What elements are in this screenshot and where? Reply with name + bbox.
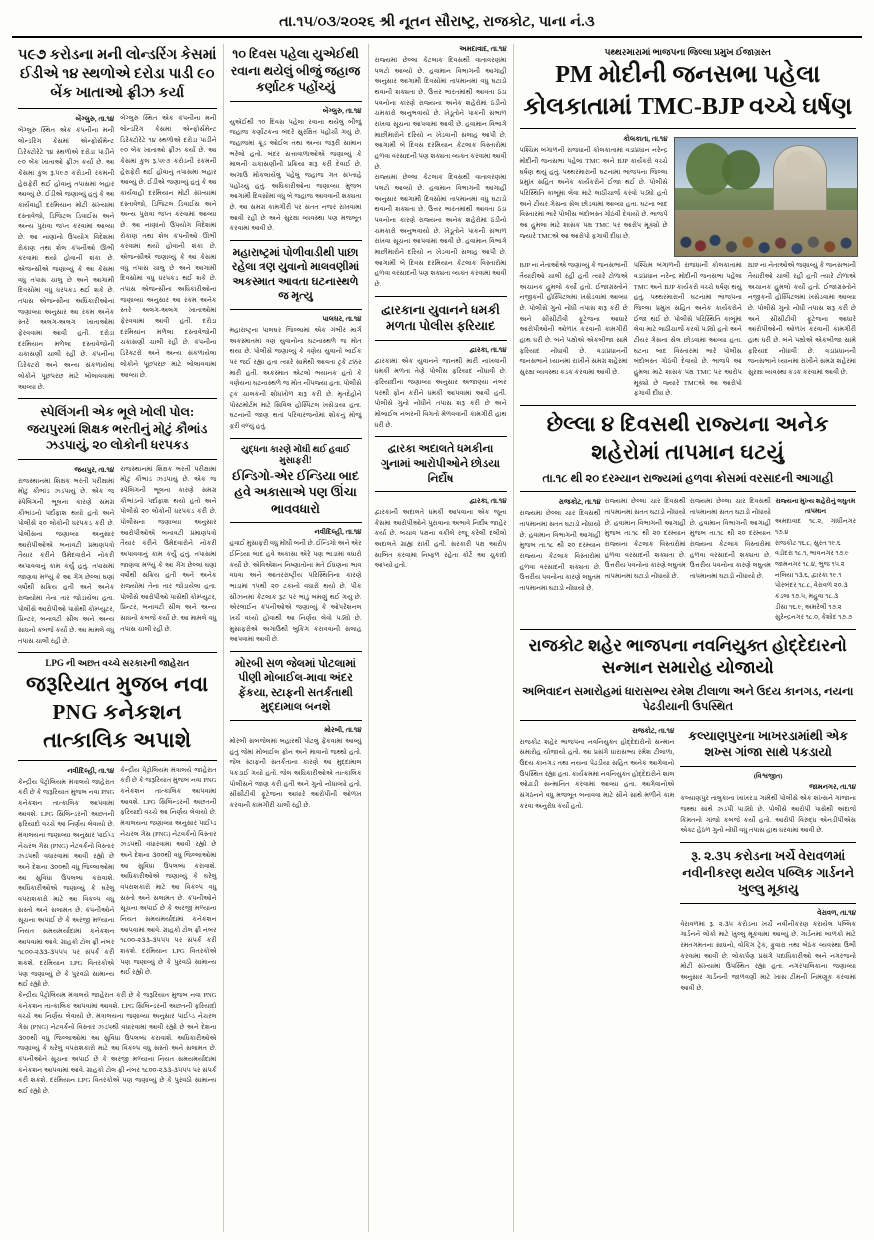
byline: કોલકાતા, તા.૧૪ xyxy=(623,135,668,144)
masthead: તા.૧૫/૦૩/૨૦૨૬ શ્રી નૂતન સૌરાષ્ટ્ર, રાજકોટ, પાના નં.૩ xyxy=(12,10,862,38)
byline: જામનગર, તા.૧૪ xyxy=(809,783,857,792)
kicker: યુદ્ધના કારણે મોંઘી થઈ હવાઈ મુસાફરી! xyxy=(241,443,350,465)
article-dwarka-threat xyxy=(375,302,507,432)
article-ed-raid xyxy=(18,46,217,393)
reporter-name: (વિશ્વજીત) xyxy=(753,772,783,780)
kicker: પથ્થરમારામાં ભાજપના જિલ્લા પ્રમુખ ઈજાગ્રસ્ત xyxy=(604,47,771,57)
article-temperature-drop xyxy=(520,411,856,624)
byline: દ્વારકા, તા.૧૪ xyxy=(469,345,507,354)
article-body: કેન્દ્રીય પેટ્રોલિયમ મંત્રાલયે જાહેરાત કરી છે કે જરૂરિયાત મુજબ નવા PNG કનેકશન તાત્કાલિક આપવામાં આવશે. LPG સિલિન્ડરની અછતની ફરિયાદો વચ્ચે આ નિર્ણય લેવાયો છે. મંત્રાલયના જણાવ્યા અનુસાર પાઈપ્ડ નેચરલ ગેસ (PNG) નેટવર્કનો વિસ્તાર ઝડપથી વધારવામાં આવી રહ્યો છે અને દેશના ૩૦૦થી વધુ જિલ્લાઓમાં આ સુવિધા ઉપલબ્ધ કરાવાશે. અધિકારીઓએ જણાવ્યું કે ઘરેલું વપરાશકારો માટે આ વિકલ્પ વધુ સસ્તો અને સલામત છે. કંપનીઓને સૂચના અપાઈ છે કે અરજી મળ્યાના નિયત સમયમર્યાદામાં કનેકશન આપવામાં આવે. ગ્રાહકો ટોલ ફ્રી નંબર ૧૮૦૦-૨૩૩-૩૫૫૫ પર સંપર્ક કરી શકશે. દરમિયાન LPG વિતરકોએ પણ જણાવ્યું છે કે પુરવઠો સામાન્ય થઈ રહ્યો છે. xyxy=(18,778,115,989)
headline: ૧૦ દિવસ પહેલા યુએઈથી રવાના થયેલું બીજું જહાજ કર્ણાટક પહોંચ્યું xyxy=(230,47,361,94)
article-body: હવાઈ મુસાફરી વધુ મોંઘી બની છે. ઈન્ડિગો અને એર ઈન્ડિયા બાદ હવે અકાસા એરે પણ ભાડામાં વધારો કર્યો છે. એવિએશન નિષ્ણાતોના મતે ઈંધણના ભાવ વધવા અને આંતરરાષ્ટ્રીય પરિસ્થિતિના કારણે ભાડામાં ૧૫થી ૨૦ ટકાનો વધારો થયો છે. પીક સીઝનમાં કેટલાક રૂટ પર ભાડું બમણું થઈ ગયું છે. એરલાઈન કંપનીઓએ જણાવ્યું કે ઓપરેશનલ ખર્ચ વધ્યો હોવાથી આ નિર્ણય લેવો પડ્યો છે. મુસાફરોએ અગાઉથી બુકિંગ કરાવવાની સલાહ આપવામાં આવી છે. xyxy=(229,540,362,644)
byline: જયપુર, તા.૧૪ xyxy=(74,465,115,474)
article-body: પશ્ચિમ બંગાળની રાજધાની કોલકાતામાં વડાપ્રધાન નરેન્દ્ર મોદીની જનસભા પહેલા TMC અને BJP કાર્યકરો વચ્ચે ઘર્ષણ થયું હતું. પથ્થરમારાની ઘટનામાં ભાજપના જિલ્લા પ્રમુખ સહિત અનેક કાર્યકરોને ઈજા થઈ છે. પોલીસે પરિસ્થિતિ કાબૂમાં લેવા માટે લાઠીચાર્જ કરવો પડ્યો હતો અને ટીયર ગેસના સેલ છોડવામાં આવ્યા હતા. ઘટના બાદ વિસ્તારમાં ભારે પોલીસ બંદોબસ્ત ગોઠવી દેવાયો છે. ભાજપે આ હુમલા માટે શાસક પક્ષ TMC પર આરોપ મૂક્યો છે જ્યારે TMCએ આ આરોપો ફગાવી દીધા છે. xyxy=(519,147,668,240)
article-ganja-arrest xyxy=(680,728,856,837)
subheadline: તા.૧૮ થી ૨૦ દરમ્યાન રાજ્યમાં હળવા ક્રોસમાં વરસાદની આગાહી xyxy=(542,472,834,485)
article-body: રાજ્યમાં છેલ્લા કેટલાક દિવસથી વાતાવરણમાં પલટો આવ્યો છે. હવામાન વિભાગની આગાહી અનુસાર આગામી દિવસોમાં તાપમાનમાં વધુ ઘટાડો થવાની શક્યતા છે. ઉત્તર ભારતમાંથી આવતા ઠંડા પવનોના કારણે રાજ્યના અનેક શહેરોમાં ઠંડીનો ચમકારો અનુભવાયો છે. ખેડૂતોને પાકની સંભાળ રાખવા સૂચના આપવામાં આવી છે. હવામાન વિભાગે માછીમારોને દરિયો ન ખેડવાની સલાહ આપી છે. આગામી બે દિવસ દરમિયાન કેટલાક વિસ્તારોમાં હળવા વરસાદની પણ શક્યતા વ્યક્ત કરવામાં આવી છે. xyxy=(374,57,507,171)
article-body: રાજસ્થાનમાં શિક્ષક ભરતી પરીક્ષામાં મોટું કૌભાંડ ઝડપાયું છે. એક જ સ્પેલિંગની ભૂલના કારણે સમગ્ર કૌભાંડનો પર્દાફાશ થયો હતો અને પોલીસે ૨૦ લોકોની ધરપકડ કરી છે. પોલીસના જણાવ્યા અનુસાર આરોપીઓએ બનાવટી પ્રમાણપત્રો તૈયાર કરીને ઉમેદવારોને નોકરી અપાવવાનું કામ કર્યું હતું. તપાસમાં જાણવા મળ્યું કે આ ગેંગ છેલ્લાં ઘણાં વર્ષોથી સક્રિય હતી અને અનેક રાજ્યોમાં તેના તાર જોડાયેલા હતા. પોલીસે આરોપીઓ પાસેથી કોમ્પ્યુટર, પ્રિન્ટર, બનાવટી સીલ અને અન્ય સાધનો કબજે કર્યા છે. આ મામલે વધુ તપાસ ચાલી રહી છે. xyxy=(18,477,115,645)
article-body-cont: રાજ્યમાં છેલ્લા કેટલાક દિવસથી વાતાવરણમાં પલટો આવ્યો છે. હવામાન વિભાગની આગાહી અનુસાર આગામી દિવસોમાં તાપમાનમાં વધુ ઘટાડો થવાની શક્યતા છે. ઉત્તર ભારતમાંથી આવતા ઠંડા પવનોના કારણે રાજ્યના અનેક શહેરોમાં ઠંડીનો ચમકારો અનુભવાયો છે. ખેડૂતોને પાકની સંભાળ રાખવા સૂચના આપવામાં આવી છે. હવામાન વિભાગે માછીમારોને દરિયો ન ખેડવાની સલાહ આપી છે. આગામી બે દિવસ દરમિયાન કેટલાક વિસ્તારોમાં હળવા વરસાદની પણ શક્યતા વ્યક્ત કરવામાં આવી છે. xyxy=(374,174,507,289)
photo-statue xyxy=(773,145,827,219)
byline: નવીદિલ્હી, તા.૧૪ xyxy=(314,528,362,537)
article-airfare-hike xyxy=(230,444,362,646)
headline: દ્વારકાના યુવાનને ધમકી મળતા પોલીસ ફરિયાદ xyxy=(381,302,500,334)
article-body-cont: કેન્દ્રીય પેટ્રોલિયમ મંત્રાલયે જાહેરાત કરી છે કે જરૂરિયાત મુજબ નવા PNG કનેકશન તાત્કાલિક આપવામાં આવશે. LPG સિલિન્ડરની અછતની ફરિયાદો વચ્ચે આ નિર્ણય લેવાયો છે. મંત્રાલયના જણાવ્યા અનુસાર પાઈપ્ડ નેચરલ ગેસ (PNG) નેટવર્કનો વિસ્તાર ઝડપથી વધારવામાં આવી રહ્યો છે અને દેશના ૩૦૦થી વધુ જિલ્લાઓમાં આ સુવિધા ઉપલબ્ધ કરાવાશે. અધિકારીઓએ જણાવ્યું કે ઘરેલું વપરાશકારો માટે આ વિકલ્પ વધુ સસ્તો અને સલામત છે. કંપનીઓને સૂચના અપાઈ છે કે અરજી મળ્યાના નિયત સમયમર્યાદામાં કનેકશન આપવામાં આવે. ગ્રાહકો ટોલ ફ્રી નંબર ૧૮૦૦-૨૩૩-૩૫૫૫ પર સંપર્ક કરી શકશે. દરમિયાન LPG વિતરકોએ પણ જણાવ્યું છે કે પુરવઠો સામાન્ય થઈ રહ્યો છે. xyxy=(120,766,217,977)
article-body: દ્વારકાની અદાલતે ધમકી આપવાના એક જૂના કેસમાં આરોપીઓને પુરાવાના અભાવે નિર્દોષ જાહેર કર્યા છે. બચાવ પક્ષના વકીલે રજૂ કરેલી દલીલો અદાલતે ગ્રાહ્ય રાખી હતી. સરકારી પક્ષ આરોપ સાબિત કરવામાં નિષ્ફળ રહેતા કોર્ટે આ ચુકાદો આપ્યો હતો. xyxy=(374,509,507,570)
headline: ઈન્ડિગો-એર ઈન્ડિયા બાદ હવે અકાસાએ પણ ઊંચા ભાવવધારો xyxy=(232,468,359,516)
byline: નવીદિલ્હી, તા.૧૪ xyxy=(67,766,115,775)
article-body: રાજકોટ શહેર ભાજપના નવનિયુક્ત હોદ્દેદારોનો સન્માન સમારોહ યોજાયો હતો. આ પ્રસંગે ધારાસભ્ય રમેશ ટીલાળા, ઉદય કાનગડ તથા નયના પેઢડીયા સહિત અનેક આગેવાનો ઉપસ્થિત રહ્યા હતા. કાર્યક્રમમાં નવનિયુક્ત હોદ્દેદારોને શાલ ઓઢાડી સન્માનિત કરવામાં આવ્યા હતા. આગેવાનોએ સંગઠનને વધુ મજબૂત બનાવવા માટે સૌને સાથે મળીને કામ કરવા અનુરોધ કર્યો હતો. xyxy=(519,738,675,810)
article-morbi-jail xyxy=(230,657,362,812)
article-body: વેરાવળમાં રૂ. ૨.૩૫ કરોડના ખર્ચે નવીનીકરણ કરાયેલ પબ્લિક ગાર્ડનને લોકો માટે ખુલ્લુ મૂકવામાં આવ્યું છે. ગાર્ડનમાં બાળકો માટે રમતગમતના સાધનો, વોકિંગ ટ્રેક, ફુવારા તથા બેઠક વ્યવસ્થા ઉભી કરવામાં આવી છે. લોકાર્પણ પ્રસંગે પદાધિકારીઓ અને નગરજનો મોટી સંખ્યામાં ઉપસ્થિત રહ્યા હતા. નગરપાલિકાના જણાવ્યા અનુસાર ગાર્ડનની જાળવણી માટે ખાસ ટીમની નિમણૂક કરવામાં આવી છે. xyxy=(680,920,857,992)
article-body: બેંગ્લુરુ સ્થિત એક કંપનીના મની લોન્ડરિંગ કેસમાં એન્ફોર્સમેન્ટ ડિરેક્ટોરેટે ૧૪ સ્થળોએ દરોડા પાડીને ૯૦ બેંક ખાતાઓ ફ્રીઝ કર્યા છે. આ કેસમાં કુલ રૂ.૫૯૭ કરોડની રકમની હેરાફેરી થઈ હોવાનું તપાસમાં બહાર આવ્યું છે. ઈડીએ જણાવ્યું હતું કે આ કાર્યવાહી દરમિયાન મોટી સંખ્યામાં દસ્તાવેજો, ડિજિટલ ડિવાઈસ અને અન્ય પુરાવા જપ્ત કરવામાં આવ્યા છે. આ નાણાંનો ઉપયોગ વિદેશમાં રોકાણ તથા શેલ કંપનીઓ ઊભી કરવામાં થયો હોવાની શંકા છે. એજન્સીએ જણાવ્યું કે આ કેસમાં વધુ તપાસ ચાલુ છે અને આગામી દિવસોમાં વધુ ધરપકડ થઈ શકે છે. તપાસ એજન્સીના અધિકારીઓના જણાવ્યા અનુસાર આ રકમ અનેક સ્તરે અલગ-અલગ ખાતાઓમાં ફેરવવામાં આવી હતી. દરોડા દરમિયાન મળેલા દસ્તાવેજોની ચકાસણી ચાલી રહી છે. કંપનીના ડિરેક્ટરો અને અન્ય સંકળાયેલા લોકોને પૂછપરછ માટે બોલાવવામાં આવ્યા છે. xyxy=(18,127,115,391)
headline: રૂ. ૨.૩૫ કરોડના ખર્ચે વેરાવળમાં નવીનીકરણ થયેલ પબ્લિક ગાર્ડનને ખુલ્લુ મૂકાયુ xyxy=(682,849,855,897)
column-3 xyxy=(368,44,513,1232)
article-png-connection xyxy=(18,658,217,1097)
article-body-tail: કેન્દ્રીય પેટ્રોલિયમ મંત્રાલયે જાહેરાત કરી છે કે જરૂરિયાત મુજબ નવા PNG કનેકશન તાત્કાલિક આપવામાં આવશે. LPG સિલિન્ડરની અછતની ફરિયાદો વચ્ચે આ નિર્ણય લેવાયો છે. મંત્રાલયના જણાવ્યા અનુસાર પાઈપ્ડ નેચરલ ગેસ (PNG) નેટવર્કનો વિસ્તાર ઝડપથી વધારવામાં આવી રહ્યો છે અને દેશના ૩૦૦થી વધુ જિલ્લાઓમાં આ સુવિધા ઉપલબ્ધ કરાવાશે. અધિકારીઓએ જણાવ્યું કે ઘરેલું વપરાશકારો માટે આ વિકલ્પ વધુ સસ્તો અને સલામત છે. કંપનીઓને સૂચના અપાઈ છે કે અરજી મળ્યાના નિયત સમયમર્યાદામાં કનેકશન આપવામાં આવે. ગ્રાહકો ટોલ ફ્રી નંબર ૧૮૦૦-૨૩૩-૩૫૫૫ પર સંપર્ક કરી શકશે. દરમિયાન LPG વિતરકોએ પણ જણાવ્યું છે કે પુરવઠો સામાન્ય થઈ રહ્યો છે. xyxy=(18,992,217,1096)
article-kolkata-clash xyxy=(520,47,856,400)
byline: રાજકોટ, તા.૧૪ xyxy=(558,498,601,507)
column-1 xyxy=(12,44,223,1232)
article-body: મહારાષ્ટ્રના પાલઘર જિલ્લામાં એક ગંભીર માર્ગ અકસ્માતમાં ત્રણ યુવાનોના ઘટનાસ્થળે જ મોત થયા છે. પોલીસે જણાવ્યું કે ત્રણેય યુવાનો બાઈક પર જઈ રહ્યા હતા ત્યારે સામેથી આવતા ટ્રકે ટક્કર મારી હતી. અકસ્માત એટલો ભયાનક હતો કે ત્રણેયના ઘટનાસ્થળે જ મોત નીપજ્યા હતા. પોલીસે ટ્રક ચાલકની શોધખોળ શરૂ કરી છે. મૃતદેહોને પોસ્ટમોર્ટમ માટે સિવિલ હોસ્પિટલ ખસેડાયા હતા. ઘટનાની જાણ થતાં પરિવારજનોમાં શોકનું મોજું ફરી વળ્યું હતું. xyxy=(229,326,362,430)
column-4 xyxy=(513,44,862,1232)
byline: બેંગ્લુરુ, તા.૧૪ xyxy=(322,106,362,115)
article-body: યુએઈથી ૧૦ દિવસ પહેલા રવાના થયેલું બીજું જહાજ કર્ણાટકના બંદરે સુરક્ષિત પહોંચી ગયું છે. જહાજમાં ક્રૂડ ઓઈલ તથા અન્ય જરૂરી સામાન ભરેલો હતો. બંદર સત્તાવાળાઓએ જણાવ્યું કે માલની ચકાસણીની પ્રક્રિયા શરૂ કરી દેવાઈ છે. અગાઉ મોકલાયેલું પહેલું જહાજ ગત સપ્તાહે પહોંચ્યું હતું. અધિકારીઓના જણાવ્યા મુજબ આગામી દિવસોમાં વધુ બે જહાજ આવવાની શક્યતા છે. આ સમગ્ર કામગીરી પર સતત નજર રાખવામાં આવી રહી છે અને સુરક્ષા વ્યવસ્થા પણ મજબૂત કરવામાં આવી છે. xyxy=(229,118,362,233)
temperature-row: સુરેન્દ્રનગર ૧૮.૦, કેશોદ ૧૭.૭ xyxy=(774,614,853,622)
article-body: રાજ્યમાં છેલ્લા ચાર દિવસથી તાપમાનમાં સતત ઘટાડો નોંધાયો છે. હવામાન વિભાગની આગાહી મુજબ તા.૧૮ થી ૨૦ દરમ્યાન રાજ્યના કેટલાક વિસ્તારોમાં હળવા વરસાદની શક્યતા છે. ઉત્તરીય પવનોના કારણે લઘુતમ તાપમાનમાં ઘટાડો નોંધાયો છે. xyxy=(519,510,601,593)
byline: રાજકોટ, તા.૧૪ xyxy=(632,726,675,735)
byline: દ્વારકા, તા.૧૪ xyxy=(469,497,507,506)
temperature-list xyxy=(775,517,856,624)
article-body-cont: રાજ્યમાં છેલ્લા ચાર દિવસથી તાપમાનમાં સતત ઘટાડો નોંધાયો છે. હવામાન વિભાગની આગાહી મુજબ તા.૧૮ થી ૨૦ દરમ્યાન રાજ્યના કેટલાક વિસ્તારોમાં હળવા વરસાદની શક્યતા છે. ઉત્તરીય પવનોના કારણે લઘુતમ તાપમાનમાં ઘટાડો નોંધાયો છે. xyxy=(604,498,686,581)
byline: બેંગ્લુરુ, તા.૧૪ xyxy=(75,115,115,124)
temperature-row: ડીસા ૧૬.૯, અમરેલી ૧૭.૨ xyxy=(774,603,842,611)
article-body-2: BJP ના નેતાઓએ જણાવ્યું કે જનસભાની તૈયારીઓ ચાલી રહી હતી ત્યારે ટોળાએ અચાનક હુમલો કર્યો હતો. ઈજાગ્રસ્તોને નજીકની હોસ્પિટલમાં ખસેડવામાં આવ્યા છે. પોલીસે ગુનો નોંધી તપાસ શરૂ કરી છે અને સીસીટીવી ફૂટેજના આધારે આરોપીઓની ઓળખ કરવાની કામગીરી હાથ ધરી છે. બંને પક્ષોએ એકબીજા સામે ફરિયાદ નોંધાવી છે. વડાપ્રધાનની જનસભાને ધ્યાનમાં રાખીને સમગ્ર શહેરમાં સુરક્ષા વ્યવસ્થા કડક કરવામાં આવી છે. xyxy=(519,262,628,377)
article-veraval-garden xyxy=(680,848,856,994)
article-bjp-felicitation xyxy=(520,635,856,994)
page-grid xyxy=(12,44,862,1232)
article-body-cont: બેંગ્લુરુ સ્થિત એક કંપનીના મની લોન્ડરિંગ કેસમાં એન્ફોર્સમેન્ટ ડિરેક્ટોરેટે ૧૪ સ્થળોએ દરોડા પાડીને ૯૦ બેંક ખાતાઓ ફ્રીઝ કર્યા છે. આ કેસમાં કુલ રૂ.૫૯૭ કરોડની રકમની હેરાફેરી થઈ હોવાનું તપાસમાં બહાર આવ્યું છે. ઈડીએ જણાવ્યું હતું કે આ કાર્યવાહી દરમિયાન મોટી સંખ્યામાં દસ્તાવેજો, ડિજિટલ ડિવાઈસ અને અન્ય પુરાવા જપ્ત કરવામાં આવ્યા છે. આ નાણાંનો ઉપયોગ વિદેશમાં રોકાણ તથા શેલ કંપનીઓ ઊભી કરવામાં થયો હોવાની શંકા છે. એજન્સીએ જણાવ્યું કે આ કેસમાં વધુ તપાસ ચાલુ છે અને આગામી દિવસોમાં વધુ ધરપકડ થઈ શકે છે. તપાસ એજન્સીના અધિકારીઓના જણાવ્યા અનુસાર આ રકમ અનેક સ્તરે અલગ-અલગ ખાતાઓમાં ફેરવવામાં આવી હતી. દરોડા દરમિયાન મળેલા દસ્તાવેજોની ચકાસણી ચાલી રહી છે. કંપનીના ડિરેક્ટરો અને અન્ય સંકળાયેલા લોકોને પૂછપરછ માટે બોલાવવામાં આવ્યા છે. xyxy=(120,115,217,379)
temperature-row: રાજકોટ ૧૬.૮, સુરત ૧૯.૬ xyxy=(774,539,841,547)
headline: ૫૯૭ કરોડના મની લોન્ડરિંગ કેસમાં ઈડીએ ૧૪ સ્થળોએ દરોડા પાડી ૯૦ બેંક ખાતાઓ ફ્રીઝ કર્યા xyxy=(18,47,217,102)
article-body-4: BJP ના નેતાઓએ જણાવ્યું કે જનસભાની તૈયારીઓ ચાલી રહી હતી ત્યારે ટોળાએ અચાનક હુમલો કર્યો હતો. ઈજાગ્રસ્તોને નજીકની હોસ્પિટલમાં ખસેડવામાં આવ્યા છે. પોલીસે ગુનો નોંધી તપાસ શરૂ કરી છે અને સીસીટીવી ફૂટેજના આધારે આરોપીઓની ઓળખ કરવાની કામગીરી હાથ ધરી છે. બંને પક્ષોએ એકબીજા સામે ફરિયાદ નોંધાવી છે. વડાપ્રધાનની જનસભાને ધ્યાનમાં રાખીને સમગ્ર શહેરમાં સુરક્ષા વ્યવસ્થા કડક કરવામાં આવી છે. xyxy=(747,262,857,377)
byline: મોરબી, તા.૧૪ xyxy=(324,725,362,734)
article-ship-uae xyxy=(230,46,362,235)
article-dwarka-court xyxy=(375,442,507,572)
headline: PM મોદીની જનસભા પહેલા કોલકાતામાં TMC-BJP વચ્ચે ઘર્ષણ xyxy=(523,62,853,120)
headline: જરૂરિયાત મુજબ નવા PNG કનેકશન તાત્કાલિક અપાશે xyxy=(26,672,209,752)
temperature-row: જામનગર ૧૮.૪, ભુજ ૧૫.૨ xyxy=(774,560,845,568)
subheadline: અભિવાદન સમારોહમાં ધારાસભ્ય રમેશ ટીલાળા અને ઉદય કાનગડ, નયના પેઢડીયાની ઉપસ્થિત xyxy=(522,685,854,713)
photo-tree-2 xyxy=(722,150,760,190)
temperature-row: નલિયા ૧૩.૬, દ્વારકા ૧૯.૧ xyxy=(774,571,842,579)
article-body: કલ્યાણપુર તાલુકાના ખાખરડા ગામેથી પોલીસે એક શખ્સને ગાંજાના જથ્થા સાથે ઝડપી પાડ્યો છે. પોલીસે આરોપી પાસેથી અંદાજે કિંમતનો ગાંજો કબજે કર્યો હતો. આરોપી વિરુદ્ધ એનડીપીએસ એક્ટ હેઠળ ગુનો નોંધી વધુ તપાસ હાથ ધરવામાં આવી છે. xyxy=(680,795,857,835)
byline: વેરાવળ, તા.૧૪ xyxy=(817,908,857,917)
article-jaipur-scam xyxy=(18,404,217,647)
article-body-cont-2: રાજ્યમાં છેલ્લા ચાર દિવસથી તાપમાનમાં સતત ઘટાડો નોંધાયો છે. હવામાન વિભાગની આગાહી મુજબ તા.૧૮ થી ૨૦ દરમ્યાન રાજ્યના કેટલાક વિસ્તારોમાં હળવા વરસાદની શક્યતા છે. ઉત્તરીય પવનોના કારણે લઘુતમ તાપમાનમાં ઘટાડો નોંધાયો છે. xyxy=(689,498,771,581)
article-body-cont: રાજસ્થાનમાં શિક્ષક ભરતી પરીક્ષામાં મોટું કૌભાંડ ઝડપાયું છે. એક જ સ્પેલિંગની ભૂલના કારણે સમગ્ર કૌભાંડનો પર્દાફાશ થયો હતો અને પોલીસે ૨૦ લોકોની ધરપકડ કરી છે. પોલીસના જણાવ્યા અનુસાર આરોપીઓએ બનાવટી પ્રમાણપત્રો તૈયાર કરીને ઉમેદવારોને નોકરી અપાવવાનું કામ કર્યું હતું. તપાસમાં જાણવા મળ્યું કે આ ગેંગ છેલ્લાં ઘણાં વર્ષોથી સક્રિય હતી અને અનેક રાજ્યોમાં તેના તાર જોડાયેલા હતા. પોલીસે આરોપીઓ પાસેથી કોમ્પ્યુટર, પ્રિન્ટર, બનાવટી સીલ અને અન્ય સાધનો કબજે કર્યા છે. આ મામલે વધુ તપાસ ચાલી રહી છે. xyxy=(120,465,217,633)
temperature-row: અમદાવાદ ૧૮.૨, ગાંધીનગર ૧૭.૪ xyxy=(774,518,857,536)
kicker: LPG ની અછત વચ્ચે સરકારની જાહેરાત xyxy=(45,658,190,669)
temperature-row: પોરબંદર ૧૮.૮, વેરાવળ ૨૦.૩ xyxy=(774,582,848,590)
article-body-3: પશ્ચિમ બંગાળની રાજધાની કોલકાતામાં વડાપ્રધાન નરેન્દ્ર મોદીની જનસભા પહેલા TMC અને BJP કાર્યકરો વચ્ચે ઘર્ષણ થયું હતું. પથ્થરમારાની ઘટનામાં ભાજપના જિલ્લા પ્રમુખ સહિત અનેક કાર્યકરોને ઈજા થઈ છે. પોલીસે પરિસ્થિતિ કાબૂમાં લેવા માટે લાઠીચાર્જ કરવો પડ્યો હતો અને ટીયર ગેસના સેલ છોડવામાં આવ્યા હતા. ઘટના બાદ વિસ્તારમાં ભારે પોલીસ બંદોબસ્ત ગોઠવી દેવાયો છે. ભાજપે આ હુમલા માટે શાસક પક્ષ TMC પર આરોપ મૂક્યો છે જ્યારે TMCએ આ આરોપો ફગાવી દીધા છે. xyxy=(633,262,742,398)
byline: પાલઘર, તા.૧૪ xyxy=(322,314,362,323)
article-body: દ્વારકામાં એક યુવાનને જાનથી મારી નાખવાની ધમકી મળતા તેણે પોલીસ ફરિયાદ નોંધાવી છે. ફરિયાદીના જણાવ્યા અનુસાર અજાણ્યા નંબર પરથી ફોન કરીને ધમકી આપવામાં આવી હતી. પોલીસે ગુનો નોંધીને તપાસ શરૂ કરી છે અને મોબાઈલ નંબરની વિગતો મેળવવાની કામગીરી હાથ ધરી છે. xyxy=(374,357,507,429)
headline: સ્પેલિંગની એક ભૂલે ખોલી પોલ: જયપુરમાં શિક્ષક ભરતીનું મોટું કૌભાંડ ઝડપાયું, ૨૦ લોકોની ધરપકડ xyxy=(27,405,208,453)
temperature-table-title: રાજ્યના મુખ્ય શહેરોનું લઘુતમ તાપમાન xyxy=(775,498,856,516)
headline: મોરબી સળ જેલમાં પોટલામાં પીણી મોબાઈલ-માવા અંદર ફેંકયા, સ્ટાફની સતર્કતાથી મુદ્દામાલ બનશે xyxy=(235,657,356,714)
column-2 xyxy=(223,44,368,1232)
headline: રાજકોટ શહેર ભાજપના નવનિયુક્ત હોદ્દેદારનો સન્માન સમારોહ યોજાયો xyxy=(528,635,847,678)
article-maharashtra-accident xyxy=(230,246,362,433)
article-column3-top xyxy=(375,45,507,291)
lead-photo xyxy=(674,137,858,257)
photo-crowd xyxy=(675,210,857,256)
temperature-row: કંડલા ૧૭.૫, મહુવા ૧૮.૩ xyxy=(774,592,839,600)
article-body: મોરબી સબજેલમાં બહારથી પોટલું ફેંકવામાં આવ્યું હતું જેમાં મોબાઈલ ફોન અને માવાનો જથ્થો હતો. જેલ સ્ટાફની સતર્કતાના કારણે આ મુદ્દામાલ પકડાઈ ગયો હતો. જેલ અધિકારીઓએ તાત્કાલિક પોલીસને જાણ કરી હતી અને ગુનો નોંધાવ્યો હતો. સીસીટીવી ફૂટેજના આધારે આરોપીની ઓળખ કરવાની કામગીરી ચાલી રહી છે. xyxy=(229,737,362,809)
headline: છેલ્લા ૪ દિવસથી રાજ્યના અનેક શહેરોમાં તાપમાન ઘટયું xyxy=(546,412,829,464)
headline: દ્વારકા અદાલતે ધમકીના ગુનામાં આરોપીઓને છોડયા નિર્દોષ xyxy=(381,443,500,485)
temperature-row: વડોદરા ૧૮.૧, ભાવનગર ૧૭.૯ xyxy=(774,550,849,558)
headline: કલ્યાણપુરના ખાખરડામાંથી એક શખ્સ ગાંજા સાથે પકડાયો xyxy=(688,728,849,760)
byline: અમદાવાદ, તા.૧૪ xyxy=(459,45,507,53)
headline: મહારાષ્ટ્રમાં પોળીવાડીથી પાછા રહેલા ત્રણ યુવાનો માલવણીમાં અકસ્માત આવતા ઘટનાસ્થળે જ મૃત્યુ xyxy=(231,246,360,303)
